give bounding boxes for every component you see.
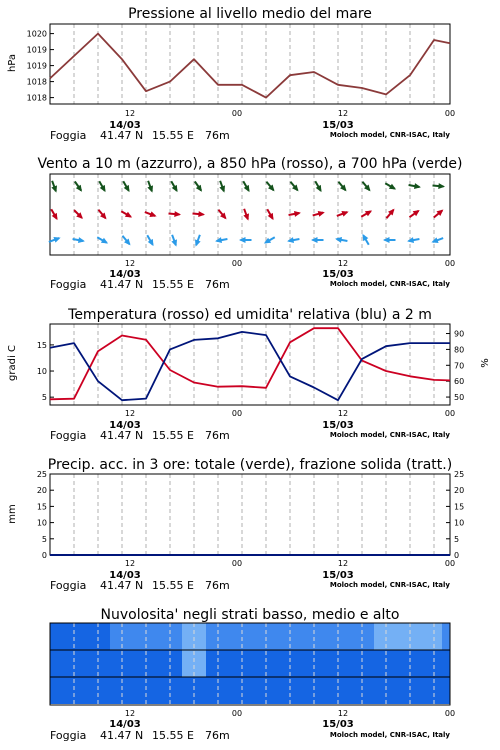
wind-arrow <box>362 182 370 192</box>
precipitation-location-name: Foggia <box>50 579 87 592</box>
precipitation-y-tick-label: 25 <box>36 470 47 479</box>
precipitation-panel <box>7 457 464 592</box>
wind-arrow <box>171 181 177 192</box>
temperature-title: Temperatura (rosso) ed umidita' relativa (blu) a 2 m <box>68 307 432 323</box>
temperature-ylabel: gradi C <box>7 345 18 381</box>
wind-arrow <box>407 237 419 243</box>
cloud-cell-alto <box>442 623 451 650</box>
cloud-cell-basso <box>50 677 63 704</box>
precipitation-y-tick-label: 20 <box>36 486 47 496</box>
wind-arrow-head <box>53 237 60 243</box>
wind-arrow-head <box>335 237 342 243</box>
temperature-location-lat: 41.47 N <box>100 429 144 442</box>
humidity-y-tick-label: 60 <box>454 377 465 387</box>
wind-arrow <box>123 181 129 192</box>
humidity-y-tick-label: 70 <box>454 361 465 371</box>
wind-arrow <box>335 237 347 243</box>
humidity-line <box>50 332 450 400</box>
cloud-xtick-12a: 12 <box>124 709 136 718</box>
temperature-xtick-00a: 00 <box>231 409 243 418</box>
pressure-date-1: 14/03 <box>109 120 141 131</box>
cloud-cell-medio <box>442 650 451 677</box>
wind-arrow <box>431 237 443 243</box>
precipitation-xtick-00b: 00 <box>444 559 456 568</box>
pressure-series <box>50 34 450 98</box>
temperature-y-tick-label: 15 <box>36 340 47 350</box>
temperature-series <box>50 328 450 400</box>
wind-arrow <box>219 181 225 193</box>
wind-arrow <box>337 211 349 217</box>
wind-arrow-head <box>318 211 325 217</box>
wind-arrow <box>122 236 130 246</box>
cloud-location-lat: 41.47 N <box>100 729 144 742</box>
wind-location-lon: 15.55 E <box>152 278 194 291</box>
wind-xtick-00b: 00 <box>444 259 456 268</box>
temperature-date-1: 14/03 <box>109 420 141 431</box>
precipitation-y-tick-label: 5 <box>41 534 47 544</box>
pressure-xtick-12a: 12 <box>124 109 136 118</box>
wind-arrow <box>363 234 369 245</box>
wind-arrow-head <box>195 239 201 246</box>
precipitation-y-tick-label: 0 <box>41 551 47 560</box>
precipitation-gridlines <box>74 474 434 555</box>
temperature-location-name: Foggia <box>50 429 87 442</box>
wind-arrow <box>218 210 226 220</box>
wind-arrow-head <box>287 237 294 243</box>
cloud-cells <box>50 623 451 704</box>
wind-arrow <box>145 211 157 217</box>
cloud-credit: Moloch model, CNR-ISAC, Italy <box>329 731 450 739</box>
temperature-y-ticks <box>37 330 464 403</box>
humidity-y-tick-label: 80 <box>454 345 465 355</box>
precipitation-y-tick-label: 15 <box>36 502 47 512</box>
cloud-location-name: Foggia <box>50 729 87 742</box>
pressure-xtick-12b: 12 <box>337 109 349 118</box>
precipitation-xtick-12a: 12 <box>124 559 136 568</box>
wind-arrow-head <box>149 211 156 217</box>
wind-arrow-head <box>438 183 445 189</box>
wind-arrow <box>290 182 298 192</box>
precipitation-xtick-12b: 12 <box>337 559 349 568</box>
pressure-y-tick-label: 1019 <box>26 61 47 71</box>
wind-arrow <box>74 210 83 219</box>
wind-arrow-head <box>341 211 348 217</box>
wind-arrow <box>361 211 372 217</box>
wind-arrow-head <box>147 185 153 192</box>
precipitation-location-lon: 15.55 E <box>152 579 194 592</box>
wind-arrow <box>75 181 82 191</box>
temperature-xtick-00b: 00 <box>444 409 456 418</box>
wind-credit: Moloch model, CNR-ISAC, Italy <box>329 280 450 288</box>
precipitation-y-right-tick-label: 15 <box>454 502 465 512</box>
wind-arrow <box>51 209 57 220</box>
wind-arrow-head <box>431 237 438 243</box>
wind-arrow-head <box>294 211 301 217</box>
wind-arrow <box>315 181 321 192</box>
cloud-date-2: 15/03 <box>322 719 354 730</box>
wind-arrow-head <box>51 185 57 192</box>
wind-arrow <box>287 237 299 243</box>
pressure-ylabel: hPa <box>7 53 18 73</box>
humidity-y-tick-label: 90 <box>454 329 465 339</box>
temperature-line <box>50 328 450 399</box>
precipitation-y-right-tick-label: 20 <box>454 486 465 496</box>
cloud-cell-alto <box>50 623 63 650</box>
precipitation-y-right-tick-label: 5 <box>454 534 460 544</box>
wind-arrow <box>243 181 249 192</box>
wind-arrow <box>215 237 227 243</box>
wind-arrow <box>311 237 324 243</box>
wind-arrow-head <box>174 211 181 217</box>
cloud-cell-basso <box>442 677 451 704</box>
temperature-xtick-12b: 12 <box>337 409 349 418</box>
wind-title: Vento a 10 m (azzurro), a 850 hPa (rosso), a 700 hPa (verde) <box>37 156 463 172</box>
wind-arrow <box>267 209 273 220</box>
wind-arrow <box>195 181 202 191</box>
precipitation-y-right-tick-label: 0 <box>454 551 460 560</box>
temperature-panel <box>7 307 491 442</box>
pressure-y-tick-label: 1018 <box>26 93 47 103</box>
precipitation-date-2: 15/03 <box>322 570 354 581</box>
wind-arrow <box>49 237 61 243</box>
pressure-location-name: Foggia <box>50 129 87 142</box>
pressure-y-tick-label: 1020 <box>26 29 47 39</box>
pressure-title: Pressione al livello medio del mare <box>128 6 372 22</box>
wind-arrow <box>434 210 444 218</box>
wind-arrow <box>313 211 325 217</box>
cloud-cell-medio <box>422 650 443 677</box>
wind-arrow-head <box>171 239 177 246</box>
wind-arrow <box>171 235 177 247</box>
wind-arrow <box>97 237 108 243</box>
cloud-panel <box>50 607 455 742</box>
wind-arrow <box>243 209 249 221</box>
temperature-credit: Moloch model, CNR-ISAC, Italy <box>329 431 450 439</box>
precipitation-xtick-00a: 00 <box>231 559 243 568</box>
wind-arrow <box>239 237 252 243</box>
wind-arrow <box>383 237 396 243</box>
cloud-date-1: 14/03 <box>109 719 141 730</box>
wind-arrow <box>266 182 274 192</box>
cloud-location-lon: 15.55 E <box>152 729 194 742</box>
wind-arrow <box>121 211 132 217</box>
precipitation-y-tick-label: 10 <box>36 518 47 528</box>
pressure-location-lon: 15.55 E <box>152 129 194 142</box>
cloud-xtick-00b: 00 <box>444 709 456 718</box>
wind-xtick-12a: 12 <box>124 259 136 268</box>
pressure-location-lat: 41.47 N <box>100 129 144 142</box>
wind-arrow <box>338 182 346 192</box>
precipitation-location-lat: 41.47 N <box>100 579 144 592</box>
wind-arrow-head <box>414 183 421 189</box>
pressure-credit: Moloch model, CNR-ISAC, Italy <box>329 131 450 139</box>
cloud-title: Nuvolosita' negli strati basso, medio e alto <box>100 607 400 623</box>
temperature-location-elev: 76m <box>205 429 230 442</box>
precipitation-credit: Moloch model, CNR-ISAC, Italy <box>329 581 450 589</box>
wind-date-1: 14/03 <box>109 269 141 280</box>
pressure-y-tick-label: 1018 <box>26 77 47 87</box>
wind-arrow <box>98 210 106 220</box>
pressure-line <box>50 34 450 98</box>
cloud-cell-basso <box>422 677 443 704</box>
wind-arrow <box>386 209 394 219</box>
cloud-cell-alto <box>422 623 443 650</box>
wind-arrow <box>409 210 419 217</box>
precipitation-y-ticks <box>37 470 464 560</box>
pressure-date-2: 15/03 <box>322 120 354 131</box>
wind-arrow-head <box>215 237 222 243</box>
cloud-location-elev: 76m <box>205 729 230 742</box>
temperature-location-lon: 15.55 E <box>152 429 194 442</box>
precipitation-frame <box>50 474 450 555</box>
precipitation-y-right-tick-label: 10 <box>454 518 465 528</box>
wind-arrow-head <box>78 237 85 243</box>
precipitation-y-right-tick-label: 25 <box>454 470 465 479</box>
precipitation-date-1: 14/03 <box>109 570 141 581</box>
wind-arrow <box>147 235 153 246</box>
humidity-ylabel: % <box>480 358 491 368</box>
precipitation-ylabel: mm <box>7 504 18 524</box>
wind-arrow-head <box>219 185 225 192</box>
cloud-xtick-12b: 12 <box>337 709 349 718</box>
pressure-location-elev: 76m <box>205 129 230 142</box>
wind-arrow <box>385 183 396 189</box>
wind-location-lat: 41.47 N <box>100 278 144 291</box>
wind-date-2: 15/03 <box>322 269 354 280</box>
humidity-y-tick-label: 50 <box>454 393 465 403</box>
pressure-xtick-00b: 00 <box>444 109 456 118</box>
wind-arrow <box>195 235 201 247</box>
wind-location-elev: 76m <box>205 278 230 291</box>
wind-location-name: Foggia <box>50 278 87 291</box>
temperature-date-2: 15/03 <box>322 420 354 431</box>
pressure-panel <box>7 6 455 142</box>
temperature-xtick-12a: 12 <box>124 409 136 418</box>
wind-xtick-00a: 00 <box>231 259 243 268</box>
wind-arrow-head <box>243 213 249 220</box>
wind-arrow <box>51 181 57 193</box>
wind-arrow <box>99 181 105 192</box>
temperature-y-tick-label: 10 <box>36 367 47 377</box>
wind-arrow-head <box>198 211 205 217</box>
pressure-xtick-00a: 00 <box>231 109 243 118</box>
precipitation-location-elev: 76m <box>205 579 230 592</box>
wind-arrow <box>147 181 153 193</box>
cloud-xtick-00a: 00 <box>231 709 243 718</box>
wind-xtick-12b: 12 <box>337 259 349 268</box>
temperature-y-tick-label: 5 <box>41 393 47 403</box>
precipitation-title: Precip. acc. in 3 ore: totale (verde), frazione solida (tratt.) <box>47 457 453 473</box>
wind-panel <box>37 156 462 291</box>
temperature-frame <box>50 324 450 405</box>
wind-arrow-head <box>407 237 414 243</box>
pressure-y-tick-label: 1019 <box>26 45 47 55</box>
cloud-cell-medio <box>50 650 63 677</box>
